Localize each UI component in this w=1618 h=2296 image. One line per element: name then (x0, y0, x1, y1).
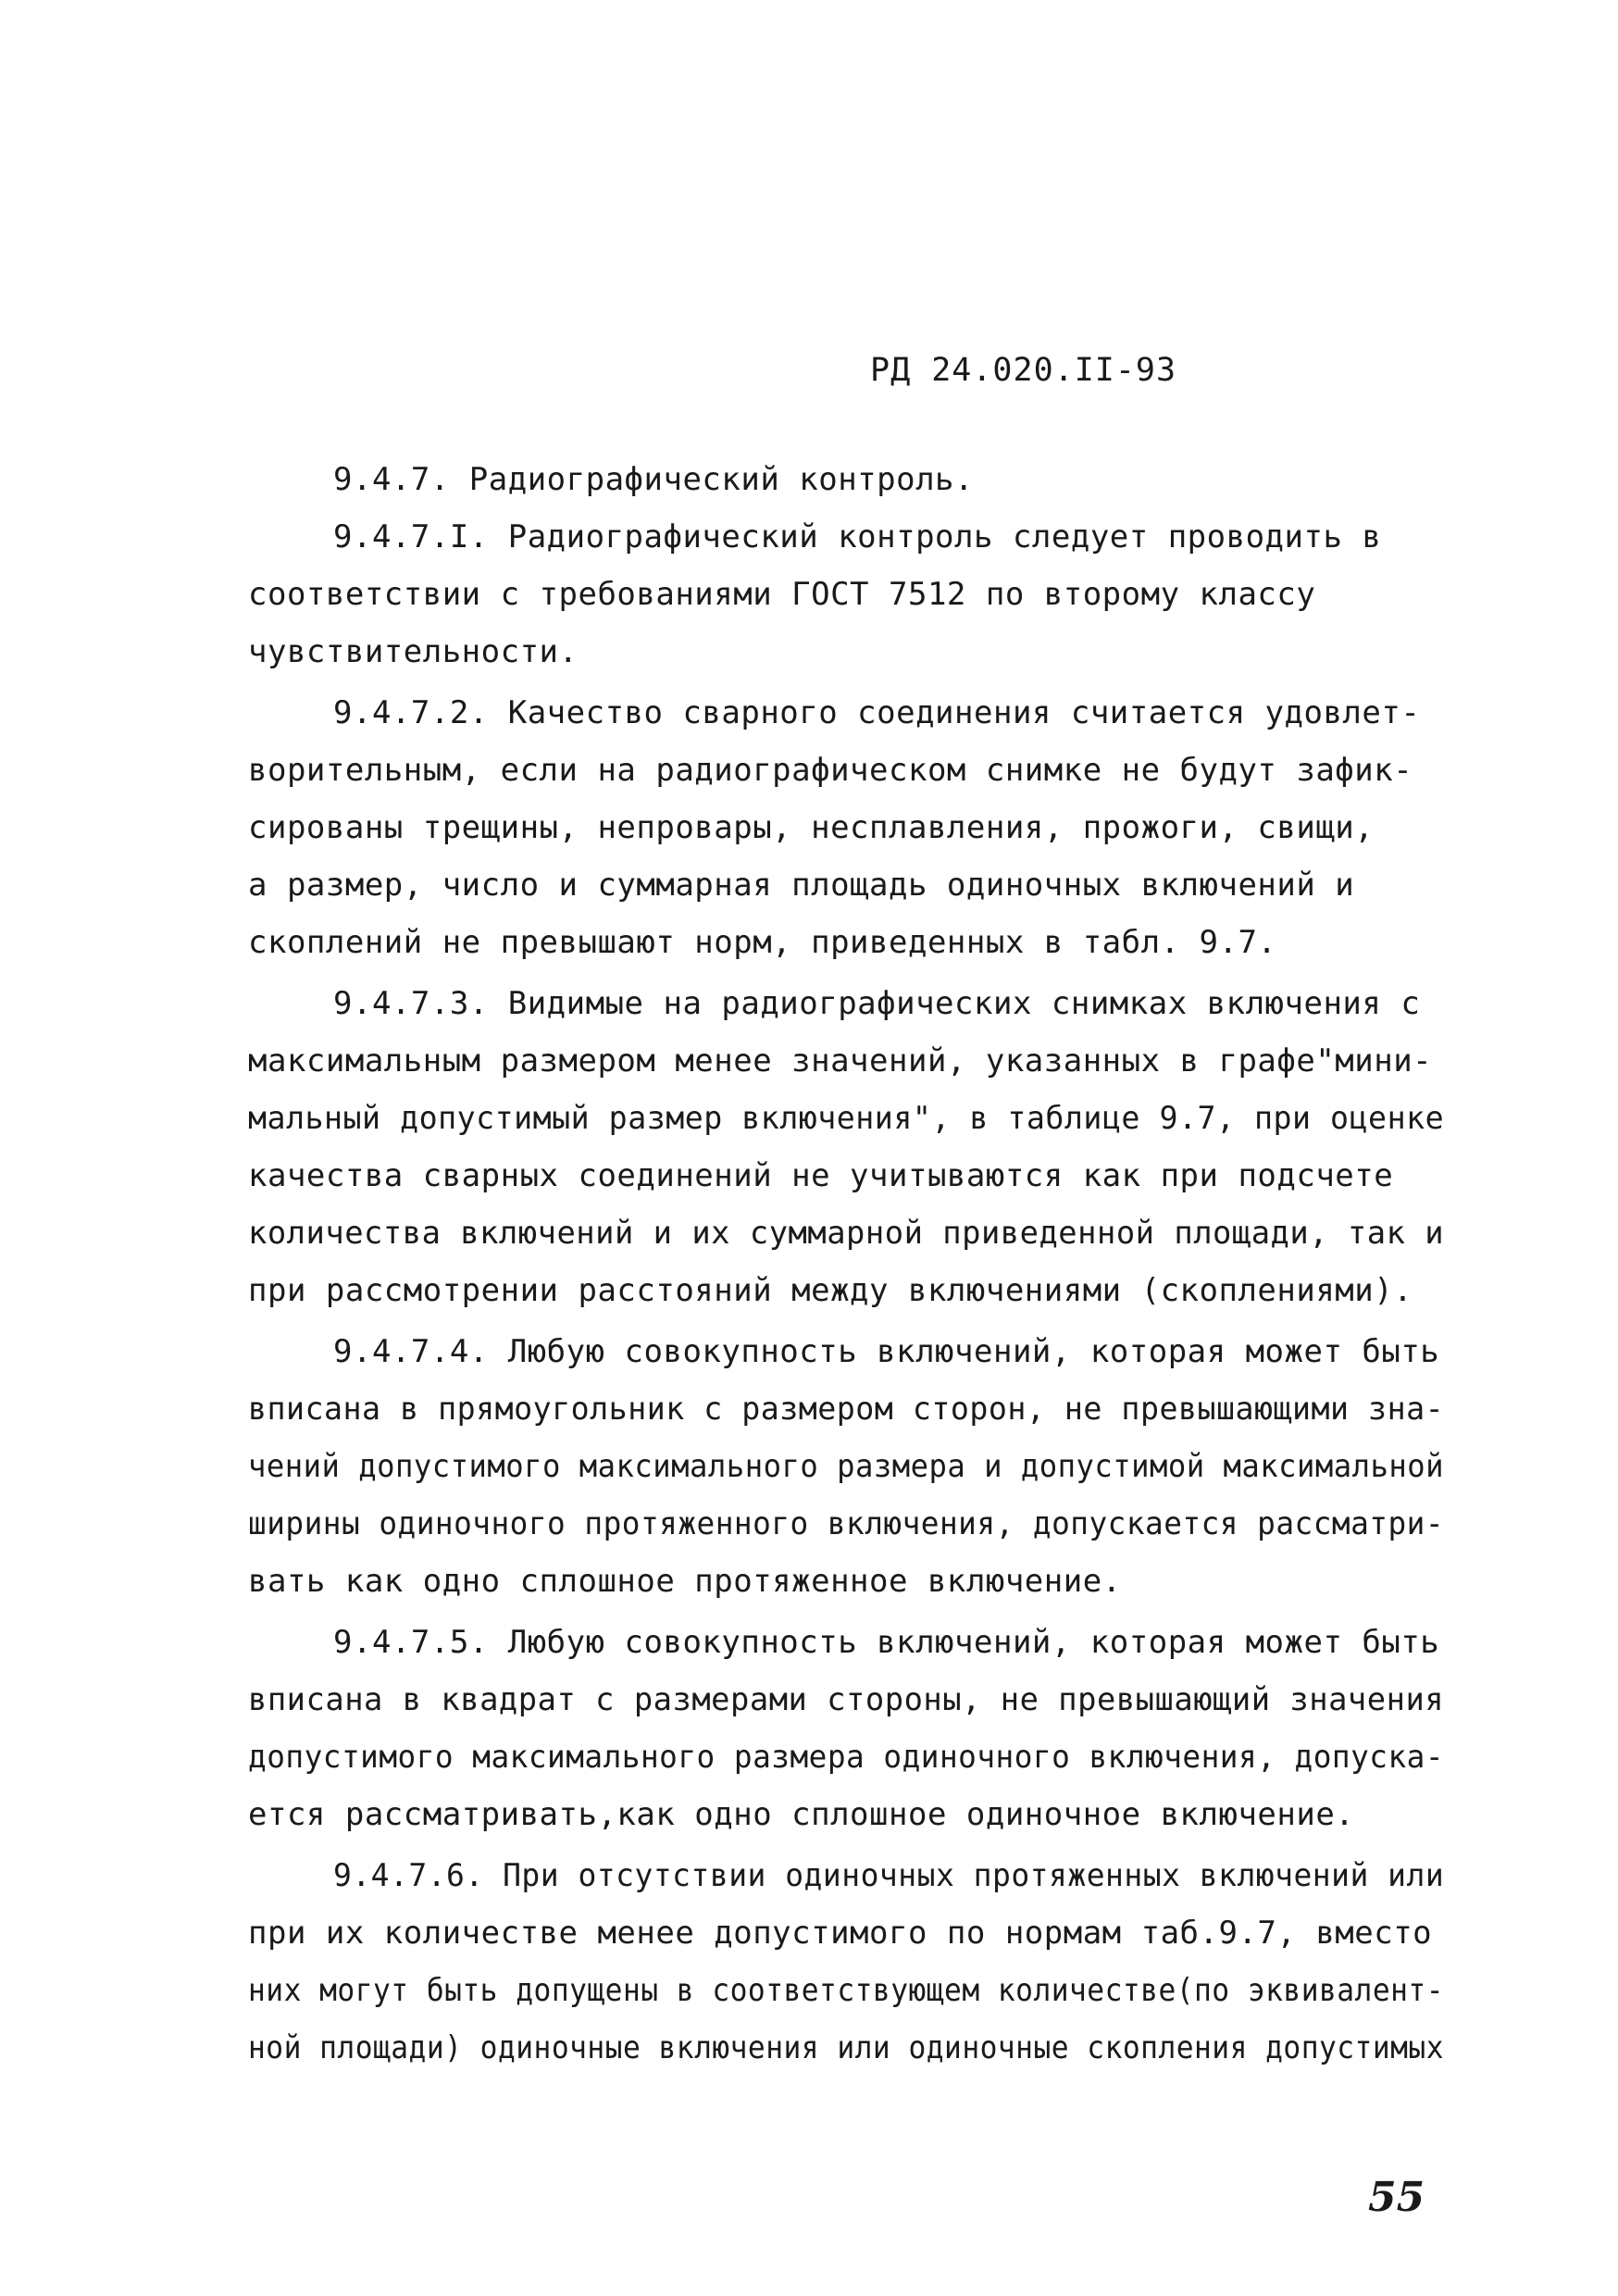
paragraph-line: сированы трещины, непровары, несплавления, прожоги, свищи, (248, 809, 1375, 846)
section-heading: 9.4.7. Радиографический контроль. (333, 461, 975, 498)
paragraph-line: 9.4.7.4. Любую совокупность включений, которая может быть (333, 1333, 1440, 1370)
paragraph-line: ширины одиночного протяженного включения, допускается рассматри- (248, 1505, 1445, 1542)
paragraph-line: 9.4.7.6. При отсутствии одиночных протяженных включений или (333, 1857, 1445, 1894)
paragraph-line: них могут быть допущены в соответствующем количестве(по эквивалент- (248, 1972, 1444, 2009)
paragraph-line: ной площади) одиночные включения или одиночные скопления допустимых (248, 2029, 1444, 2066)
paragraph-line: чувствительности. (248, 633, 579, 670)
paragraph-line: ворительным, если на радиографическом снимке не будут зафик- (248, 752, 1413, 789)
document-code-header: РД 24.020.II-93 (870, 352, 1177, 389)
paragraph-line: при рассмотрении расстояний между включениями (скоплениями). (248, 1272, 1413, 1309)
paragraph-line: максимальным размером менее значений, указанных в графе"мини- (248, 1042, 1433, 1079)
paragraph-line: чений допустимого максимального размера и допустимой максимальной (248, 1448, 1445, 1485)
page-number: 55 (1368, 2174, 1425, 2221)
paragraph-line: вать как одно сплошное протяженное включение. (248, 1563, 1122, 1600)
paragraph-line: при их количестве менее допустимого по нормам таб.9.7, вместо (248, 1915, 1433, 1952)
paragraph-line: 9.4.7.5. Любую совокупность включений, которая может быть (333, 1624, 1440, 1661)
paragraph-line: а размер, число и суммарная площадь одиночных включений и (248, 867, 1355, 904)
paragraph-line: вписана в прямоугольник с размером сторон, не превышающими зна- (248, 1391, 1445, 1428)
paragraph-line: мальный допустимый размер включения", в таблице 9.7, при оценке (248, 1100, 1445, 1137)
paragraph-line: соответствии с требованиями ГОСТ 7512 по второму классу (248, 576, 1316, 613)
paragraph-line: ется рассматривать,как одно сплошное одиночное включение. (248, 1796, 1355, 1833)
paragraph-line: 9.4.7.2. Качество сварного соединения считается удовлет- (333, 694, 1421, 731)
paragraph-line: количества включений и их суммарной приведенной площади, так и (248, 1215, 1445, 1252)
paragraph-line: 9.4.7.I. Радиографический контроль следует проводить в (333, 518, 1382, 555)
paragraph-line: 9.4.7.3. Видимые на радиографических снимках включения с (333, 985, 1421, 1022)
paragraph-line: вписана в квадрат с размерами стороны, не превышающий значения (248, 1681, 1445, 1718)
paragraph-line: скоплений не превышают норм, приведенных в табл. 9.7. (248, 924, 1277, 961)
paragraph-line: качества сварных соединений не учитываются как при подсчете (248, 1157, 1394, 1194)
paragraph-line: допустимого максимального размера одиночного включения, допуска- (248, 1739, 1445, 1776)
